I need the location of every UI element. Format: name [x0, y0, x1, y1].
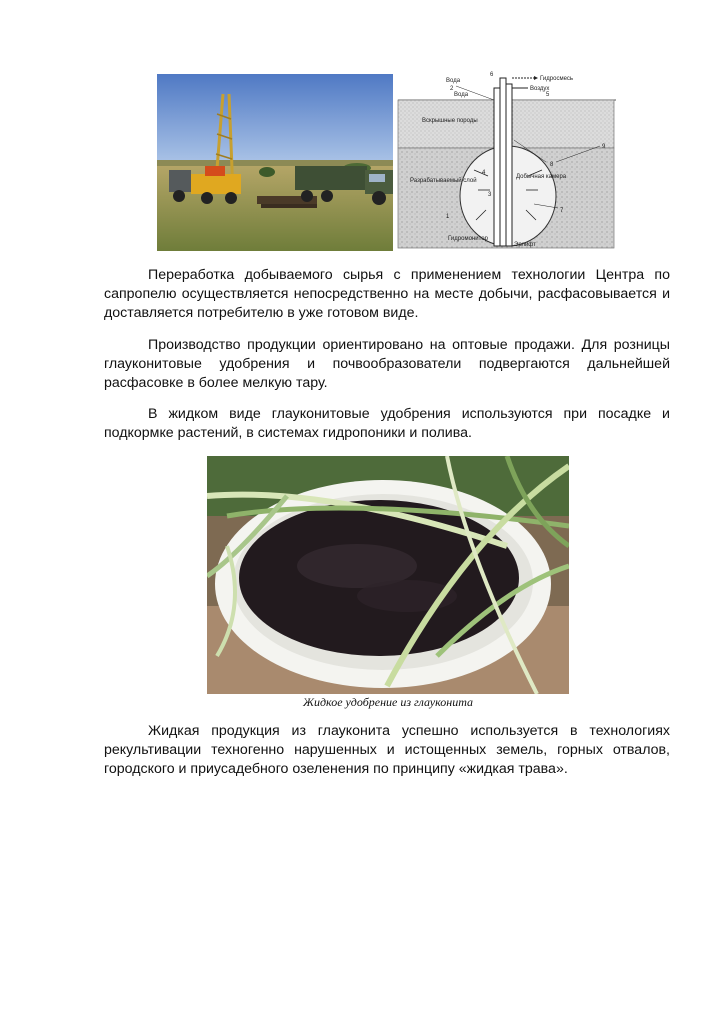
diagram-label-water-top: Вода	[446, 78, 461, 84]
paragraph-recultivation: Жидкая продукция из глауконита успешно используется в технологиях рекультивации техногенно нарушенных и истощенных земель, горных отвалов, городского и приусадебного озеленения по принципу «жидкая трава».	[104, 723, 670, 777]
photo-caption: Жидкое удобрение из глауконита	[302, 695, 474, 709]
diagram-number-4: 4	[482, 170, 486, 176]
diagram-label-water-2: Вода	[454, 92, 469, 98]
diagram-label-overburden: Вскрышные породы	[422, 118, 478, 124]
diagram-label-airlift: Эрлифт	[514, 242, 536, 248]
diagram-label-hydromonitor: Гидромонитор	[448, 236, 488, 242]
liquid-fertilizer-photo	[207, 456, 569, 694]
mining-scheme-diagram	[396, 70, 618, 252]
drilling-rig-photo	[157, 74, 393, 251]
diagram-label-hydromix: Гидросмесь	[540, 76, 574, 82]
diagram-number-9: 9	[602, 144, 606, 150]
diagram-number-2: 2	[450, 86, 454, 92]
paragraph-liquid-use: В жидком виде глауконитовые удобрения используются при посадке и подкормке растений, в системах гидропоники и полива.	[104, 406, 670, 441]
diagram-number-3: 3	[488, 192, 492, 198]
diagram-number-5: 5	[546, 92, 550, 98]
paragraph-production: Производство продукции ориентировано на оптовые продажи. Для розницы глауконитовые удобрения и почвообразователи подвергаются дальнейшей расфасовке в более мелкую тару.	[104, 337, 670, 391]
diagram-number-1: 1	[446, 214, 450, 220]
diagram-number-7: 7	[560, 208, 564, 214]
diagram-number-6: 6	[490, 72, 494, 78]
diagram-label-chamber: Добычная камера	[516, 174, 567, 180]
paragraph-processing: Переработка добываемого сырья с применением технологии Центра по сапропелю осуществляется непосредственно на месте добычи, расфасовывается и доставляется потребителю в уже готовом виде.	[104, 267, 670, 321]
diagram-label-air: Воздух	[530, 86, 550, 92]
diagram-number-8: 8	[550, 162, 554, 168]
diagram-label-worked-layer: Разрабатываемый слой	[410, 178, 477, 184]
